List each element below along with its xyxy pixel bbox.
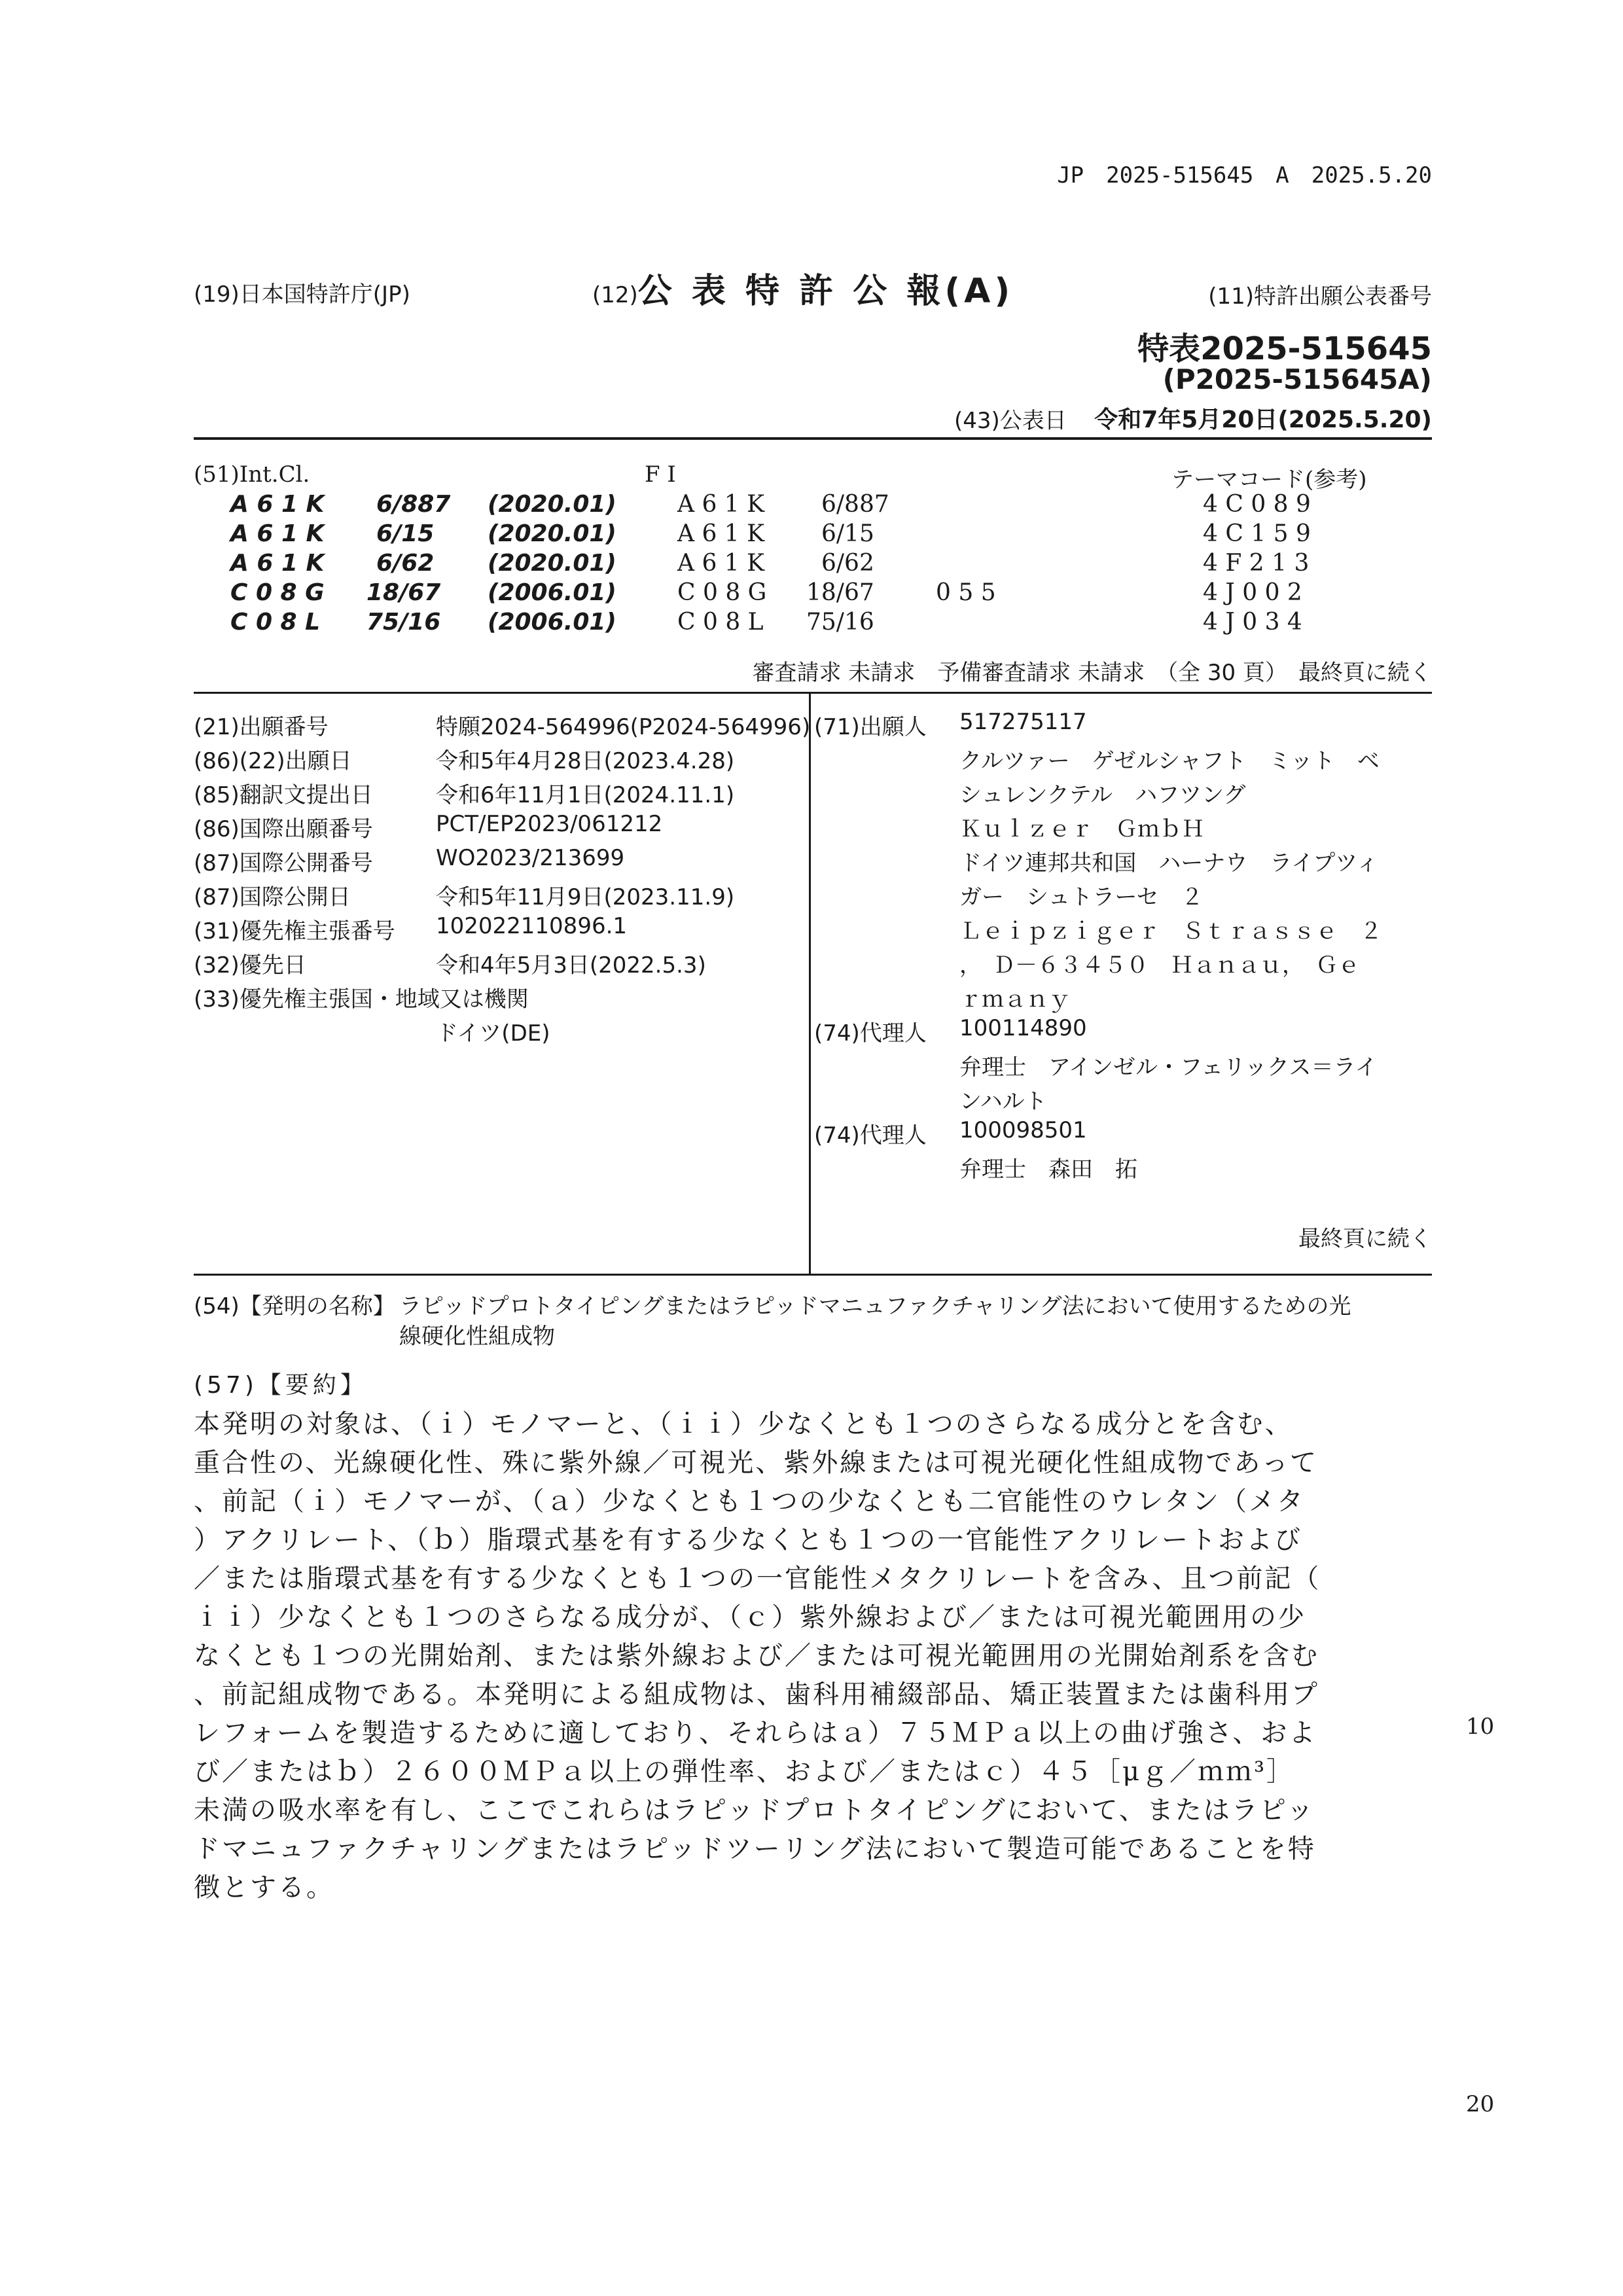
- bibliography-divider: [194, 1274, 1432, 1276]
- classification-divider: [194, 692, 1432, 694]
- abstract-line: 徴とする。: [194, 1867, 334, 1904]
- biblio-value: 令和6年11月1日(2024.11.1): [436, 777, 734, 809]
- theme-code-label: テーマコード(参考): [1171, 461, 1367, 493]
- ipc-class: A 6 1 K: [230, 520, 324, 547]
- biblio-value: 特願2024-564996(P2024-564996): [436, 709, 810, 741]
- abstract-label: (57)【要約】: [194, 1367, 368, 1400]
- abstract-line: ｉｉ）少なくとも１つのさらなる成分が、（ｃ）紫外線および／または可視光範囲用の少: [194, 1596, 1306, 1634]
- biblio-value: ドイツ(DE): [436, 1015, 550, 1047]
- ipc-group: 18/67: [366, 579, 440, 606]
- agent2-line: 弁理士 森田 拓: [959, 1151, 1137, 1183]
- fi-extra: 0 5 5: [936, 579, 996, 606]
- abstract-line: レフォームを製造するために適しており、それらはａ）７５ＭＰａ以上の曲げ強さ、およ: [194, 1712, 1317, 1749]
- ipc-version: (2006.01): [488, 609, 616, 636]
- biblio-value: 令和5年11月9日(2023.11.9): [436, 879, 734, 911]
- publication-kind: [592, 263, 1014, 312]
- abstract-line: 重合性の、光線硬化性、殊に紫外線／可視光、紫外線または可視光硬化性組成物であって: [194, 1442, 1318, 1479]
- publication-kind-prefix: (12): [592, 282, 638, 308]
- applicant-label: (71)出願人: [814, 709, 927, 741]
- biblio-value: 令和4年5月3日(2022.5.3): [436, 947, 706, 979]
- applicant-line: Ｋｕｌｚｅｒ ＧｍｂＨ: [959, 811, 1204, 843]
- ipc-group: 6/62: [376, 550, 434, 577]
- ipc-class: C 0 8 G: [230, 579, 325, 606]
- abstract-line: ）アクリレート、（ｂ）脂環式基を有する少なくとも１つの一官能性アクリレートおよび: [194, 1519, 1302, 1556]
- agent2-label: (74)代理人: [814, 1117, 927, 1149]
- fi-class: C 0 8 G: [677, 579, 766, 606]
- ipc-group: 75/16: [366, 609, 440, 636]
- biblio-value: 102022110896.1: [436, 913, 627, 939]
- margin-line-number-20: 20: [1466, 2091, 1494, 2117]
- applicant-line: 517275117: [959, 709, 1087, 735]
- abstract-line: なくとも１つの光開始剤、または紫外線および／または可視光範囲用の光開始剤系を含む: [194, 1635, 1319, 1672]
- fi-group: 6/62: [821, 550, 874, 577]
- biblio-label: (86)国際出願番号: [194, 811, 373, 843]
- abstract-line: び／またはｂ）２６００ＭＰａ以上の弾性率、および／またはｃ）４５［μｇ／ｍｍ³］: [194, 1751, 1294, 1788]
- ipc-group: 6/15: [376, 520, 434, 547]
- applicant-line: シュレンクテル ハフツング: [959, 777, 1245, 809]
- ipc-version: (2020.01): [488, 550, 616, 577]
- biblio-value: PCT/EP2023/061212: [436, 811, 662, 837]
- biblio-label: (33)優先権主張国・地域又は機関: [194, 981, 529, 1013]
- applicant-line: クルツァー ゲゼルシャフト ミット ベ: [959, 743, 1380, 775]
- biblio-label: (31)優先権主張番号: [194, 913, 395, 945]
- fi-class: C 0 8 L: [677, 609, 764, 636]
- title-label: (54)【発明の名称】: [194, 1288, 395, 1320]
- fi-class: A 6 1 K: [677, 520, 764, 547]
- abstract-line: 本発明の対象は、（ｉ）モノマーと、（ｉｉ）少なくとも１つのさらなる成分とを含む、: [194, 1403, 1293, 1441]
- bibliography-column-divider: [809, 694, 811, 1274]
- abstract-line: 未満の吸水率を有し、ここでこれらはラピッドプロトタイピングにおいて、またはラピッ: [194, 1789, 1315, 1827]
- issuing-office: (19)日本国特許庁(JP): [194, 276, 410, 308]
- theme-code: 4 J 0 0 2: [1203, 579, 1302, 606]
- publication-date-label: (43)公表日: [954, 403, 1067, 435]
- publication-reference: JP 2025-515645 A 2025.5.20: [1057, 157, 1432, 189]
- applicant-line: ｒｍａｎｙ: [959, 981, 1071, 1013]
- publication-number-label: (11)特許出願公表番号: [1208, 278, 1432, 310]
- ipc-class: A 6 1 K: [230, 550, 324, 577]
- theme-code: 4 F 2 1 3: [1203, 550, 1309, 577]
- biblio-label: (87)国際公開番号: [194, 845, 373, 877]
- examination-status: 審査請求 未請求 予備審査請求 未請求 （全 30 頁） 最終頁に続く: [753, 655, 1433, 687]
- publication-number-alt: (P2025-515645A): [1163, 363, 1432, 395]
- abstract-line: ドマニュファクチャリングまたはラピッドツーリング法において製造可能であることを特: [194, 1828, 1316, 1865]
- agent2-line: 100098501: [959, 1117, 1087, 1143]
- ipc-class: C 0 8 L: [230, 609, 320, 636]
- applicant-line: ， Ｄ－６３４５０ Ｈａｎａｕ， Ｇｅ: [959, 947, 1360, 979]
- abstract-line: ／または脂環式基を有する少なくとも１つの一官能性メタクリレートを含み、且つ前記（: [194, 1558, 1321, 1595]
- biblio-label: (87)国際公開日: [194, 879, 351, 911]
- fi-group: 18/67: [806, 579, 874, 606]
- title-line: ラピッドプロトタイピングまたはラピッドマニュファクチャリング法において使用するための光: [399, 1288, 1351, 1320]
- fi-label: F I: [645, 461, 676, 488]
- ipc-class: A 6 1 K: [230, 491, 324, 518]
- biblio-value: 令和5年4月28日(2023.4.28): [436, 743, 734, 775]
- ipc-version: (2020.01): [488, 491, 616, 518]
- agent1-line: 100114890: [959, 1015, 1087, 1041]
- abstract-line: 、前記組成物である。本発明による組成物は、歯科用補綴部品、矯正装置または歯科用プ: [194, 1674, 1319, 1711]
- ipc-version: (2006.01): [488, 579, 616, 606]
- theme-code: 4 J 0 3 4: [1203, 609, 1302, 636]
- applicant-line: Ｌｅｉｐｚｉｇｅｒ Ｓｔｒａｓｓｅ ２: [959, 913, 1382, 945]
- fi-class: A 6 1 K: [677, 550, 764, 577]
- intcl-label: (51)Int.Cl.: [194, 461, 310, 488]
- publication-number: 特表2025-515645: [1137, 323, 1432, 368]
- ipc-version: (2020.01): [488, 520, 616, 547]
- biblio-label: (32)優先日: [194, 947, 306, 979]
- ipc-group: 6/887: [376, 491, 450, 518]
- biblio-label: (85)翻訳文提出日: [194, 777, 373, 809]
- applicant-line: ガー シュトラーセ ２: [959, 879, 1204, 911]
- margin-line-number-10: 10: [1466, 1713, 1494, 1740]
- agent1-line: ンハルト: [959, 1083, 1047, 1115]
- continued-note: 最終頁に続く: [1298, 1221, 1432, 1253]
- biblio-value: WO2023/213699: [436, 845, 624, 871]
- agent1-label: (74)代理人: [814, 1015, 927, 1047]
- applicant-line: ドイツ連邦共和国 ハーナウ ライプツィ: [959, 845, 1378, 877]
- agent1-line: 弁理士 アインゼル・フェリックス＝ライ: [959, 1049, 1378, 1081]
- fi-group: 75/16: [806, 609, 874, 636]
- fi-class: A 6 1 K: [677, 491, 764, 518]
- abstract-line: 、前記（ｉ）モノマーが、（ａ）少なくとも１つの少なくとも二官能性のウレタン（メタ: [194, 1480, 1305, 1518]
- header-divider: [194, 437, 1432, 440]
- theme-code: 4 C 1 5 9: [1203, 520, 1311, 547]
- fi-group: 6/887: [821, 491, 889, 518]
- biblio-label: (86)(22)出願日: [194, 743, 352, 775]
- theme-code: 4 C 0 8 9: [1203, 491, 1311, 518]
- fi-group: 6/15: [821, 520, 874, 547]
- biblio-label: (21)出願番号: [194, 709, 329, 741]
- publication-kind-title: 公 表 特 許 公 報(A): [638, 272, 1014, 311]
- title-line: 線硬化性組成物: [399, 1318, 555, 1350]
- publication-date: 令和7年5月20日(2025.5.20): [1094, 401, 1432, 435]
